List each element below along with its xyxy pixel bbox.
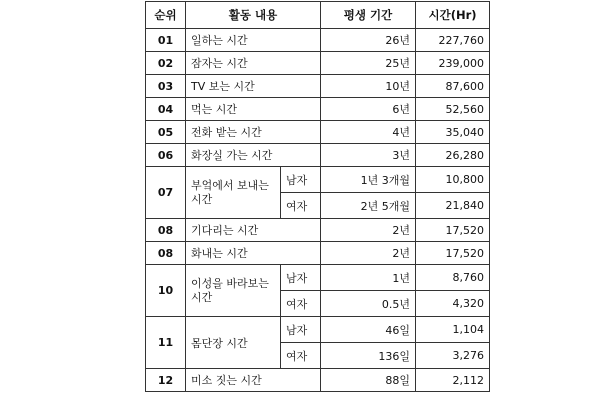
activity-cell: 미소 짓는 시간 bbox=[186, 369, 321, 392]
sex-cell: 여자 bbox=[281, 291, 321, 317]
hours-cell: 8,760 bbox=[416, 265, 490, 291]
table-row bbox=[146, 369, 490, 392]
period-cell: 136일 bbox=[321, 343, 416, 369]
hours-cell: 227,760 bbox=[416, 29, 490, 52]
period-cell: 4년 bbox=[321, 121, 416, 144]
rank-cell: 08 bbox=[146, 219, 186, 242]
table-row bbox=[146, 121, 490, 144]
period-cell: 6년 bbox=[321, 98, 416, 121]
period-cell: 2년 5개월 bbox=[321, 193, 416, 219]
hours-cell: 17,520 bbox=[416, 242, 490, 265]
hours-cell: 3,276 bbox=[416, 343, 490, 369]
sex-cell: 남자 bbox=[281, 317, 321, 343]
activity-cell: 부엌에서 보내는 시간 bbox=[186, 167, 281, 219]
activity-cell: 화내는 시간 bbox=[186, 242, 321, 265]
table-row bbox=[146, 265, 490, 291]
header-activity: 활동 내용 bbox=[186, 2, 321, 29]
table-row bbox=[146, 144, 490, 167]
hours-cell: 239,000 bbox=[416, 52, 490, 75]
period-cell: 0.5년 bbox=[321, 291, 416, 317]
period-cell: 26년 bbox=[321, 29, 416, 52]
hours-cell: 1,104 bbox=[416, 317, 490, 343]
period-cell: 1년 3개월 bbox=[321, 167, 416, 193]
sex-cell: 여자 bbox=[281, 193, 321, 219]
header-hours: 시간(Hr) bbox=[416, 2, 490, 29]
hours-cell: 17,520 bbox=[416, 219, 490, 242]
rank-cell: 08 bbox=[146, 242, 186, 265]
table-row bbox=[146, 167, 490, 193]
activity-cell: 이성을 바라보는 시간 bbox=[186, 265, 281, 317]
header-rank: 순위 bbox=[146, 2, 186, 29]
table-row bbox=[146, 52, 490, 75]
activity-cell: TV 보는 시간 bbox=[186, 75, 321, 98]
table-row bbox=[146, 29, 490, 52]
header-period: 평생 기간 bbox=[321, 2, 416, 29]
hours-cell: 10,800 bbox=[416, 167, 490, 193]
rank-cell: 03 bbox=[146, 75, 186, 98]
rank-cell: 01 bbox=[146, 29, 186, 52]
sex-cell: 여자 bbox=[281, 343, 321, 369]
rank-cell: 02 bbox=[146, 52, 186, 75]
period-cell: 46일 bbox=[321, 317, 416, 343]
period-cell: 3년 bbox=[321, 144, 416, 167]
sex-cell: 남자 bbox=[281, 167, 321, 193]
hours-cell: 52,560 bbox=[416, 98, 490, 121]
period-cell: 1년 bbox=[321, 265, 416, 291]
rank-cell: 10 bbox=[146, 265, 186, 317]
table-row bbox=[146, 98, 490, 121]
period-cell: 2년 bbox=[321, 242, 416, 265]
rank-cell: 06 bbox=[146, 144, 186, 167]
hours-cell: 87,600 bbox=[416, 75, 490, 98]
period-cell: 10년 bbox=[321, 75, 416, 98]
table-row bbox=[146, 242, 490, 265]
hours-cell: 21,840 bbox=[416, 193, 490, 219]
rank-cell: 11 bbox=[146, 317, 186, 369]
activity-cell: 화장실 가는 시간 bbox=[186, 144, 321, 167]
hours-cell: 4,320 bbox=[416, 291, 490, 317]
activity-cell: 일하는 시간 bbox=[186, 29, 321, 52]
rank-cell: 12 bbox=[146, 369, 186, 392]
rank-cell: 07 bbox=[146, 167, 186, 219]
activity-cell: 기다리는 시간 bbox=[186, 219, 321, 242]
rank-cell: 05 bbox=[146, 121, 186, 144]
rank-cell: 04 bbox=[146, 98, 186, 121]
lifetime-activity-table bbox=[145, 1, 490, 392]
period-cell: 2년 bbox=[321, 219, 416, 242]
table-row bbox=[146, 317, 490, 343]
activity-cell: 전화 받는 시간 bbox=[186, 121, 321, 144]
table-row bbox=[146, 219, 490, 242]
period-cell: 88일 bbox=[321, 369, 416, 392]
hours-cell: 26,280 bbox=[416, 144, 490, 167]
hours-cell: 2,112 bbox=[416, 369, 490, 392]
activity-cell: 먹는 시간 bbox=[186, 98, 321, 121]
activity-cell: 몸단장 시간 bbox=[186, 317, 281, 369]
period-cell: 25년 bbox=[321, 52, 416, 75]
activity-cell: 잠자는 시간 bbox=[186, 52, 321, 75]
header-row bbox=[146, 2, 490, 29]
sex-cell: 남자 bbox=[281, 265, 321, 291]
table-row bbox=[146, 75, 490, 98]
hours-cell: 35,040 bbox=[416, 121, 490, 144]
